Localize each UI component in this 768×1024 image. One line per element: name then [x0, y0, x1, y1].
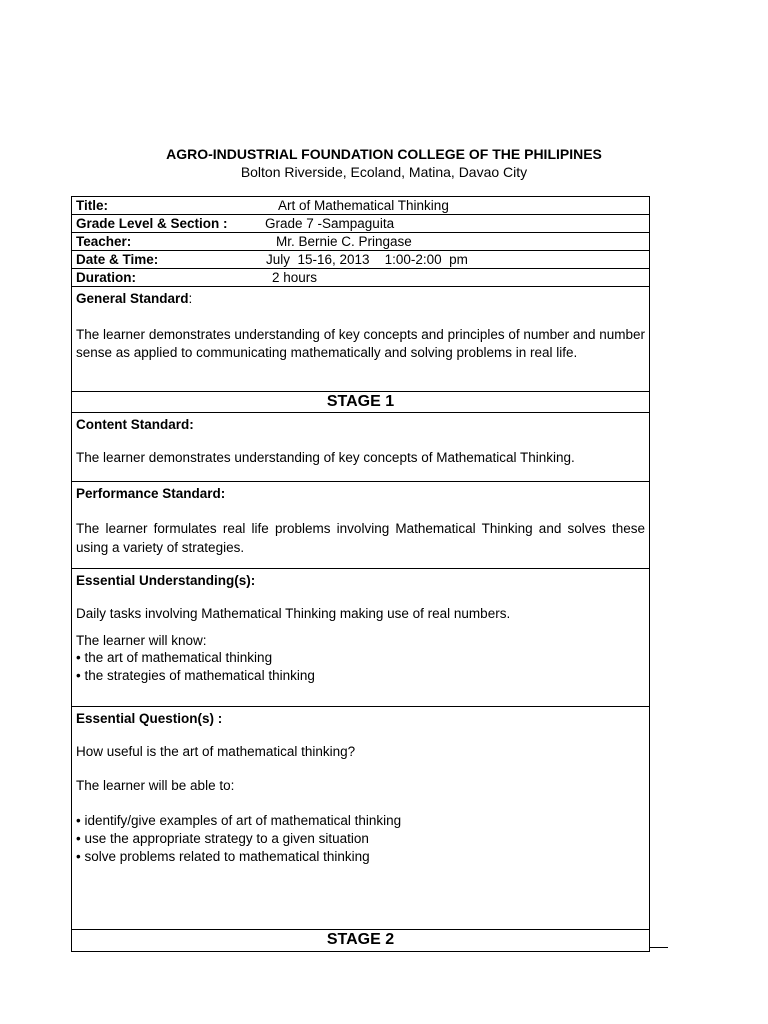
general-standard-section — [72, 287, 649, 392]
able-item: • solve problems related to mathematical thinking — [76, 849, 370, 864]
essential-understanding-text: Daily tasks involving Mathematical Thinking making use of real numbers. — [76, 606, 511, 621]
know-item: • the strategies of mathematical thinking — [76, 668, 315, 683]
lesson-plan-table — [71, 196, 650, 952]
table-border-extension — [650, 947, 668, 948]
able-item: • use the appropriate strategy to a given situation — [76, 831, 369, 846]
content-standard-section — [72, 413, 649, 482]
title-label: Title: — [76, 198, 109, 213]
grade-value: Grade 7 -Sampaguita — [265, 216, 395, 231]
title-value: Art of Mathematical Thinking — [278, 198, 449, 213]
teacher-row — [72, 233, 649, 251]
stage-2-heading: STAGE 2 — [326, 931, 395, 948]
title-row — [72, 197, 649, 215]
datetime-row — [72, 251, 649, 269]
essential-questions-section — [72, 707, 649, 930]
duration-row — [72, 269, 649, 287]
essential-understanding-label: Essential Understanding(s): — [76, 573, 256, 588]
general-standard-colon: : — [188, 291, 193, 306]
learner-will-know-intro: The learner will know: — [76, 633, 207, 648]
grade-label: Grade Level & Section : — [76, 216, 228, 231]
datetime-label: Date & Time: — [76, 252, 159, 267]
able-item: • identify/give examples of art of mathematical thinking — [76, 813, 402, 828]
teacher-label: Teacher: — [76, 234, 132, 249]
essential-questions-label: Essential Question(s) : — [76, 711, 223, 726]
know-item: • the art of mathematical thinking — [76, 650, 273, 665]
learner-able-intro: The learner will be able to: — [76, 778, 235, 793]
content-standard-text: The learner demonstrates understanding of key concepts of Mathematical Thinking. — [76, 450, 575, 465]
institution-name: AGRO-INDUSTRIAL FOUNDATION COLLEGE OF THE PHILIPINES — [166, 146, 602, 162]
duration-value: 2 hours — [272, 270, 318, 285]
essential-question-text: How useful is the art of mathematical thinking? — [76, 744, 356, 759]
general-standard-heading — [76, 290, 645, 307]
stage-1-heading: STAGE 1 — [72, 392, 649, 413]
grade-row — [72, 215, 649, 233]
performance-standard-text: The learner formulates real life problems involving Mathematical Thinking and solves these using a variety of strategies. — [76, 521, 645, 555]
performance-standard-section — [72, 482, 649, 569]
datetime-value: July 15-16, 2013 1:00-2:00 pm — [266, 252, 468, 267]
essential-understanding-section — [72, 569, 649, 707]
general-standard-label: General Standard — [76, 291, 189, 306]
performance-standard-label: Performance Standard: — [76, 486, 226, 501]
content-standard-label: Content Standard: — [76, 417, 194, 432]
teacher-value: Mr. Bernie C. Pringase — [276, 234, 412, 249]
duration-label: Duration: — [76, 270, 136, 285]
institution-address: Bolton Riverside, Ecoland, Matina, Davao City — [240, 164, 528, 180]
general-standard-text: The learner demonstrates understanding of key concepts and principles of number and number sense as applied to communicating mathematically and solving problems in real life. — [76, 327, 645, 360]
